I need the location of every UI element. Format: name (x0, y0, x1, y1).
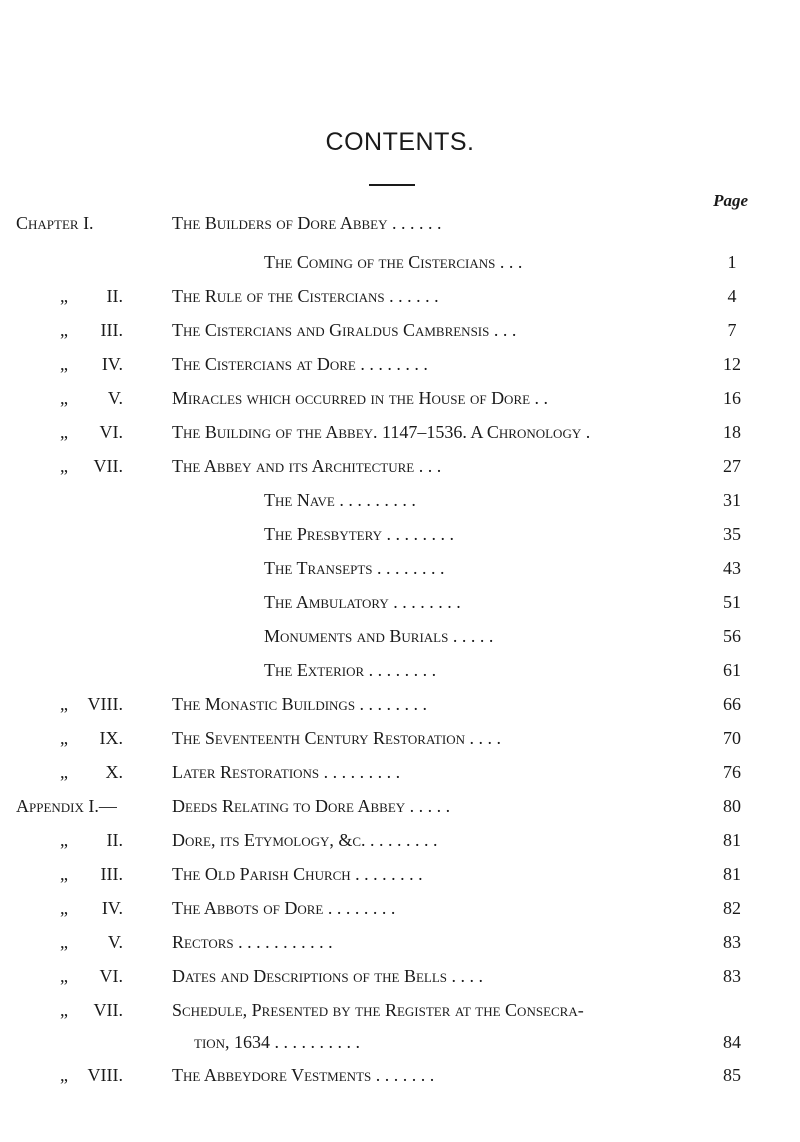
entry-title: The Abbey and its Architecture . . . (172, 456, 442, 476)
chapter-number: V. (107, 388, 123, 408)
page-number: 83 (723, 966, 741, 986)
entry-title: The Exterior . . . . . . . . (264, 660, 437, 680)
toc-row (0, 655, 800, 685)
toc-row (0, 451, 800, 481)
toc-row (0, 1060, 800, 1090)
appendix-number: VII. (93, 1000, 123, 1020)
ditto-mark: „ (60, 320, 68, 340)
entry-title: Later Restorations . . . . . . . . . (172, 762, 401, 782)
entry-title: The Old Parish Church . . . . . . . . (172, 864, 423, 884)
chapter-number: III. (100, 320, 123, 340)
toc-row (0, 485, 800, 515)
toc-row (0, 995, 800, 1025)
page-number: 83 (723, 932, 741, 952)
toc-row (0, 587, 800, 617)
entry-title: The Abbots of Dore . . . . . . . . (172, 898, 396, 918)
ditto-mark: „ (60, 422, 68, 442)
entry-title: Deeds Relating to Dore Abbey . . . . . (172, 796, 451, 816)
toc-row (0, 689, 800, 719)
ditto-mark: „ (60, 966, 68, 986)
appendix-number: V. (107, 932, 123, 952)
toc-row (0, 383, 800, 413)
appendix-number: VI. (99, 966, 123, 986)
page-column-label: Page (713, 191, 748, 210)
entry-title: The Abbeydore Vestments . . . . . . . (172, 1065, 435, 1085)
entry-title: The Ambulatory . . . . . . . . (264, 592, 461, 612)
entry-title: tion, 1634 . . . . . . . . . . (194, 1032, 361, 1052)
ditto-mark: „ (60, 898, 68, 918)
entry-title: Schedule, Presented by the Register at the Consecra- (172, 1000, 584, 1020)
entry-title: The Cistercians and Giraldus Cambrensis . . . (172, 320, 517, 340)
toc-row (0, 208, 800, 238)
entry-title: The Monastic Buildings . . . . . . . . (172, 694, 428, 714)
chapter-number: VII. (93, 456, 123, 476)
page-number: 80 (723, 796, 741, 816)
page-number: 70 (723, 728, 741, 748)
page-number: 1 (727, 252, 737, 272)
page-number: 61 (723, 660, 741, 680)
ditto-mark: „ (60, 694, 68, 714)
chapter-number: VIII. (87, 694, 123, 714)
page-number: 84 (723, 1032, 741, 1052)
toc-row (0, 1027, 800, 1057)
toc-row (0, 791, 800, 821)
page-number: 76 (723, 762, 741, 782)
entry-title: The Cistercians at Dore . . . . . . . . (172, 354, 428, 374)
page-number: 85 (723, 1065, 741, 1085)
chapter-number: VI. (99, 422, 123, 442)
entry-title: Dates and Descriptions of the Bells . . . . (172, 966, 484, 986)
appendix-number: II. (106, 830, 123, 850)
ditto-mark: „ (60, 354, 68, 374)
toc-row (0, 825, 800, 855)
ditto-mark: „ (60, 932, 68, 952)
page-number: 35 (723, 524, 741, 544)
ditto-mark: „ (60, 286, 68, 306)
page-number: 27 (723, 456, 741, 476)
toc-row (0, 757, 800, 787)
chapter-number: IX. (99, 728, 123, 748)
chapter-number: X. (105, 762, 123, 782)
page-number: 43 (723, 558, 741, 578)
page-number: 81 (723, 864, 741, 884)
ditto-mark: „ (60, 1000, 68, 1020)
ditto-mark: „ (60, 762, 68, 782)
entry-title: Dore, its Etymology, &c. . . . . . . . . (172, 830, 438, 850)
entry-title: The Rule of the Cistercians . . . . . . (172, 286, 439, 306)
ditto-mark: „ (60, 388, 68, 408)
entry-title: Rectors . . . . . . . . . . . (172, 932, 333, 952)
toc-row (0, 553, 800, 583)
page-number: 31 (723, 490, 741, 510)
page-heading: CONTENTS. (325, 128, 475, 156)
chapter-label: Chapter I. (16, 213, 94, 233)
toc-row (0, 621, 800, 651)
toc-row (0, 247, 800, 277)
toc-row (0, 281, 800, 311)
chapter-number: IV. (101, 354, 123, 374)
page-number: 18 (723, 422, 741, 442)
toc-row (0, 723, 800, 753)
page-number: 12 (723, 354, 741, 374)
toc-row (0, 893, 800, 923)
appendix-number: III. (100, 864, 123, 884)
entry-title: The Nave . . . . . . . . . (264, 490, 416, 510)
page-number: 7 (727, 320, 737, 340)
toc-row (0, 315, 800, 345)
page-number: 81 (723, 830, 741, 850)
entry-title: The Builders of Dore Abbey . . . . . . (172, 213, 442, 233)
entry-title: The Presbytery . . . . . . . . (264, 524, 454, 544)
entry-title: The Transepts . . . . . . . . (264, 558, 445, 578)
toc-row (0, 349, 800, 379)
ditto-mark: „ (60, 1065, 68, 1085)
appendix-number: IV. (101, 898, 123, 918)
toc-row (0, 417, 800, 447)
page-number: 56 (723, 626, 741, 646)
page-number: 4 (727, 286, 737, 306)
appendix-number: VIII. (87, 1065, 123, 1085)
entry-title: The Coming of the Cistercians . . . (264, 252, 523, 272)
entry-title: Monuments and Burials . . . . . (264, 626, 494, 646)
page-number: 82 (723, 898, 741, 918)
toc-row (0, 859, 800, 889)
page-number: 66 (723, 694, 741, 714)
entry-title: The Building of the Abbey. 1147–1536. A Chronology . (172, 422, 591, 442)
chapter-number: II. (106, 286, 123, 306)
entry-title: The Seventeenth Century Restoration . . . . (172, 728, 501, 748)
ditto-mark: „ (60, 728, 68, 748)
appendix-label: Appendix I.— (16, 796, 117, 816)
page-number: 16 (723, 388, 741, 408)
toc-row (0, 961, 800, 991)
toc-row (0, 519, 800, 549)
ditto-mark: „ (60, 830, 68, 850)
ditto-mark: „ (60, 864, 68, 884)
toc-row (0, 927, 800, 957)
page-number: 51 (723, 592, 741, 612)
entry-title: Miracles which occurred in the House of Dore . . (172, 388, 549, 408)
ditto-mark: „ (60, 456, 68, 476)
